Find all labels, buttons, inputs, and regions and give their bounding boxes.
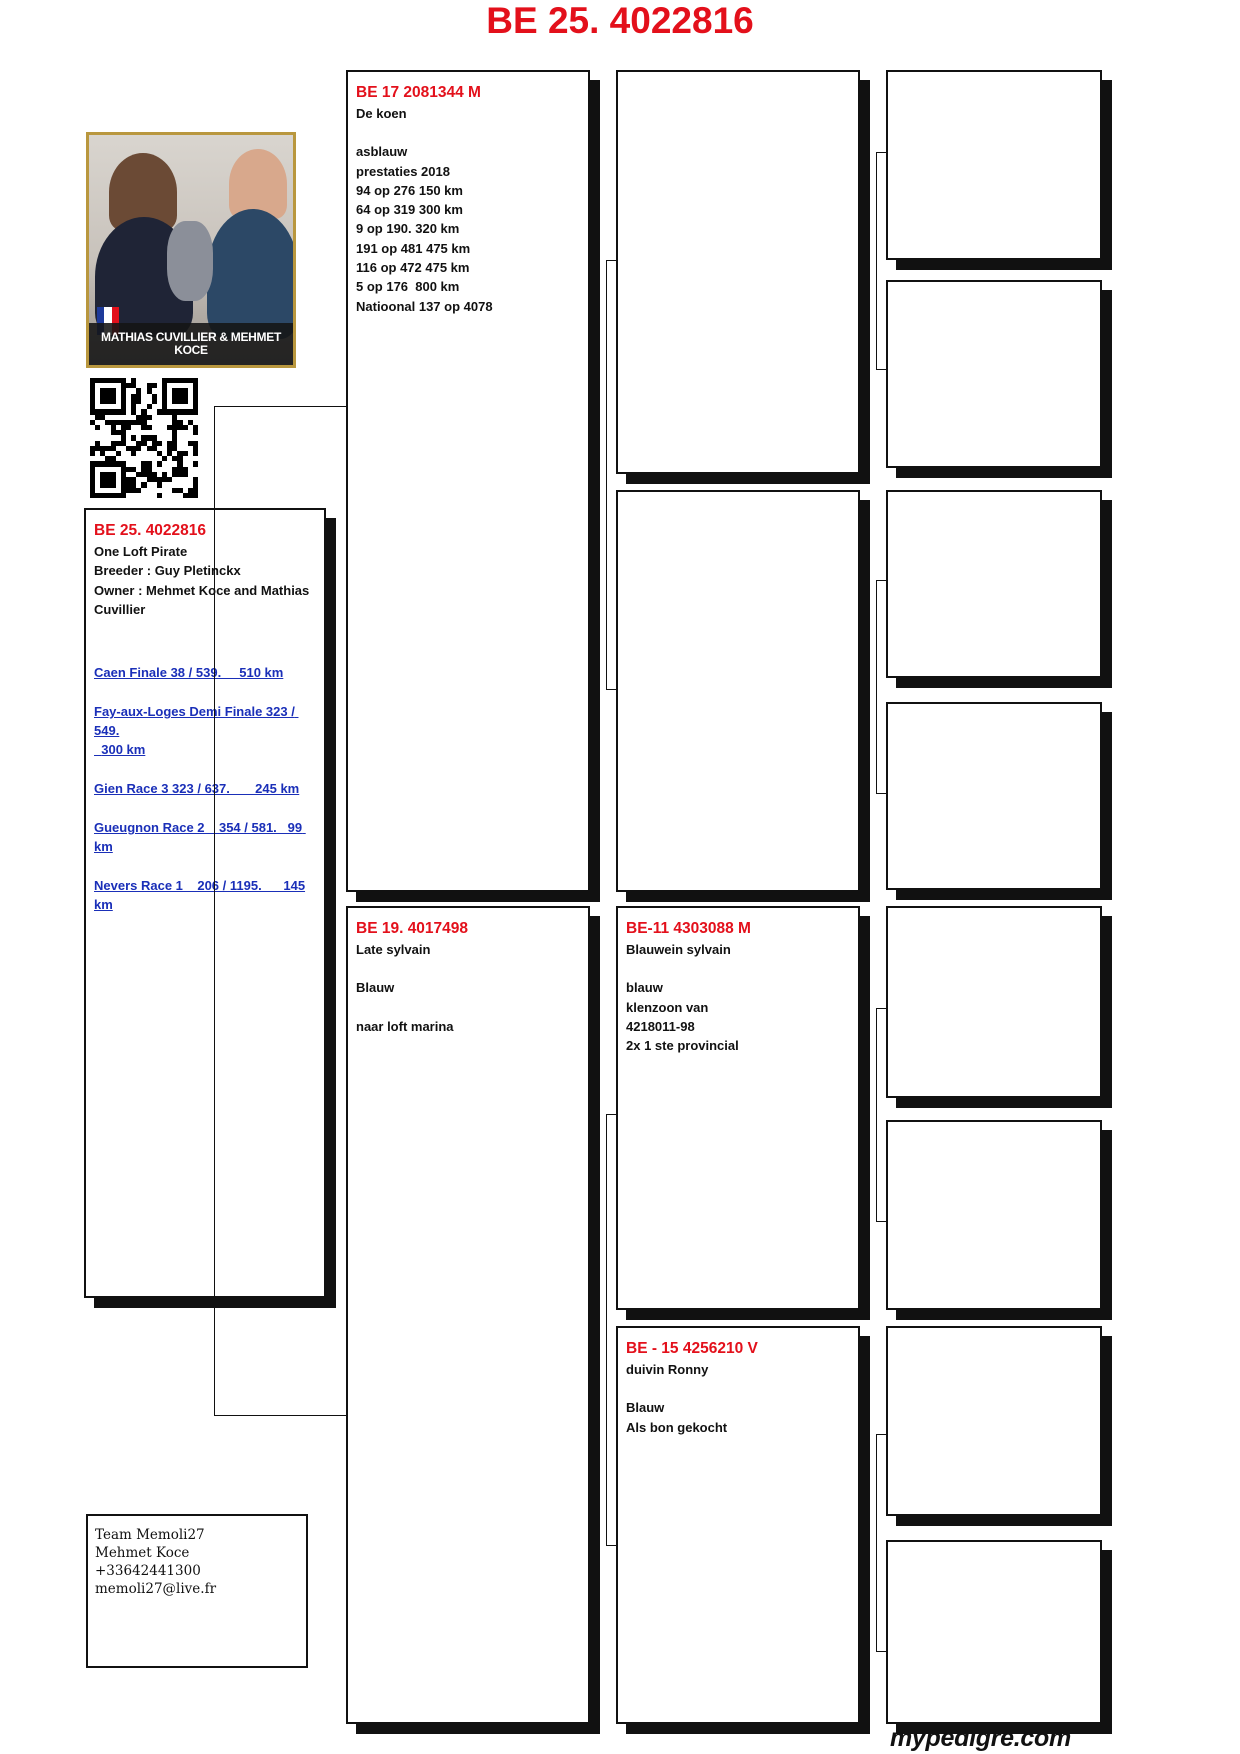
mother-mother-line-2: Blauw: [626, 1400, 665, 1416]
father-line-1: [356, 123, 580, 142]
mother-ring: BE 19. 4017498: [356, 920, 469, 937]
mother-father-ring: BE-11 4303088 M: [626, 920, 751, 937]
father-mother-card: [616, 490, 860, 892]
result-link-caen[interactable]: Caen Finale 38 / 539. 510 km: [94, 665, 284, 681]
father-line-7: 191 op 481 475 km: [356, 240, 471, 256]
qr-module: [193, 493, 198, 498]
site-watermark[interactable]: mypedigre.com: [890, 1724, 1071, 1752]
mother-father-line-0: Blauwein sylvain: [626, 942, 731, 957]
father-line-2: asblauw: [356, 144, 408, 160]
father-line-5: 64 op 319 300 km: [356, 202, 463, 218]
mother-mother-line-1: [626, 1379, 850, 1398]
father-line-9: 5 op 176 800 km: [356, 279, 460, 295]
mother-father-card: [616, 906, 860, 1310]
owner-photo: [86, 132, 296, 368]
mother-card: [346, 906, 590, 1724]
ancestor-card-7: [886, 1326, 1102, 1516]
father-father-card: [616, 70, 860, 474]
ancestor-card-4: [886, 702, 1102, 890]
mother-mother-card: [616, 1326, 860, 1724]
mother-mother-line-3: Als bon gekocht: [626, 1419, 728, 1435]
ancestor-card-6: [886, 1120, 1102, 1310]
ancestor-card-3: [886, 490, 1102, 678]
main-pigeon-breeder: Breeder : Guy Pletinckx: [94, 563, 241, 579]
father-line-10: Natioonal 137 op 4078: [356, 298, 493, 314]
ancestor-card-1: [886, 70, 1102, 260]
mother-line-1: [356, 959, 580, 978]
mother-mother-line-0: duivin Ronny: [626, 1362, 709, 1377]
father-ring: BE 17 2081344 M: [356, 84, 481, 101]
connector-main: [214, 406, 347, 1416]
mother-father-line-4: 4218011-98: [626, 1018, 695, 1034]
mother-line-3: [356, 998, 580, 1017]
ancestor-card-5: [886, 906, 1102, 1098]
mother-line-2: Blauw: [356, 980, 395, 996]
mother-mother-ring: BE - 15 4256210 V: [626, 1340, 758, 1357]
pigeon-image: [167, 221, 213, 301]
result-link-gueugnon[interactable]: Gueugnon Race 2 354 / 581. 99 km: [94, 820, 306, 855]
contact-name: Mehmet Koce: [95, 1545, 190, 1561]
mother-line-4: naar loft marina: [356, 1018, 454, 1034]
contact-team: Team Memoli27: [95, 1527, 205, 1543]
mother-father-line-1: [626, 959, 850, 978]
main-pigeon-owner: Owner : Mehmet Koce and Mathias Cuvillier: [94, 582, 313, 617]
page-title: BE 25. 4022816: [486, 0, 754, 41]
father-card: [346, 70, 590, 892]
result-link-gien[interactable]: Gien Race 3 323 / 637. 245 km: [94, 781, 300, 797]
result-link-nevers[interactable]: Nevers Race 1 206 / 1195. 145 km: [94, 878, 306, 913]
person-right-body: [207, 209, 296, 339]
qr-code[interactable]: [90, 378, 198, 498]
result-link-fay-aux-loges[interactable]: Fay-aux-Loges Demi Finale 323 / 549. 300 km: [94, 704, 295, 758]
father-line-8: 116 op 472 475 km: [356, 260, 470, 276]
main-pigeon-name: One Loft Pirate: [94, 544, 188, 559]
father-line-4: 94 op 276 150 km: [356, 182, 463, 198]
father-line-6: 9 op 190. 320 km: [356, 221, 460, 237]
contact-email[interactable]: memoli27@live.fr: [95, 1581, 217, 1597]
ancestor-card-2: [886, 280, 1102, 468]
mother-father-line-5: 2x 1 ste provincial: [626, 1038, 739, 1054]
mother-line-0: Late sylvain: [356, 942, 431, 957]
mother-father-line-2: blauw: [626, 980, 663, 996]
photo-caption: MATHIAS CUVILLIER & MEHMET KOCE: [89, 323, 293, 365]
ancestor-card-8: [886, 1540, 1102, 1724]
main-pigeon-ring: BE 25. 4022816: [94, 522, 207, 539]
mother-father-line-3: klenzoon van: [626, 999, 709, 1015]
contact-phone[interactable]: +33642441300: [95, 1563, 201, 1579]
father-line-3: prestaties 2018: [356, 163, 450, 179]
father-line-0: De koen: [356, 106, 407, 121]
contact-box: [86, 1514, 308, 1668]
